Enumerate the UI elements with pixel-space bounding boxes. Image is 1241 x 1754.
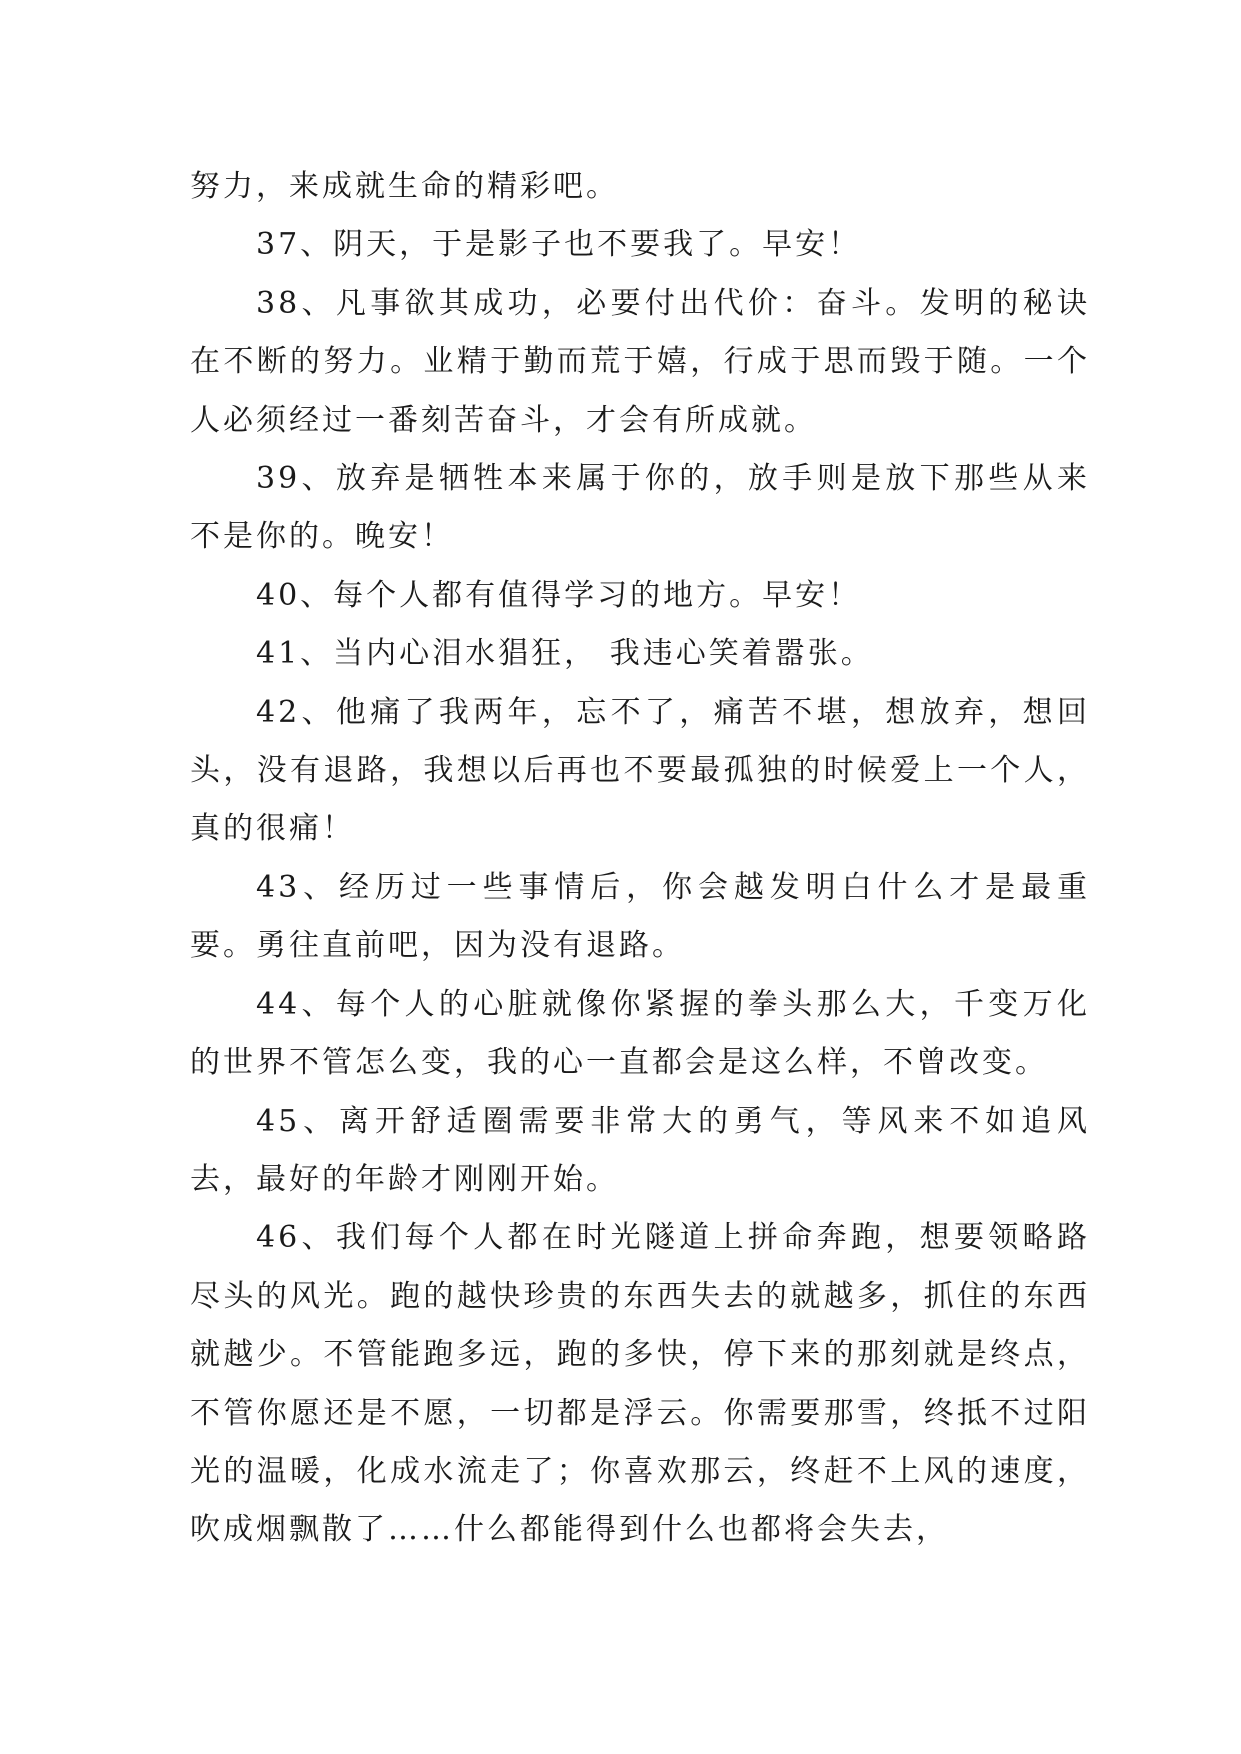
paragraph-43: 43、经历过一些事情后，你会越发明白什么才是最重要。勇往直前吧，因为没有退路。 <box>190 869 1090 964</box>
paragraph-45: 45、离开舒适圈需要非常大的勇气，等风来不如追风去，最好的年龄才刚刚开始。 <box>190 1103 1090 1197</box>
paragraph-46: 46、我们每个人都在时光隧道上拼命奔跑，想要领略路尽头的风光。跑的越快珍贵的东西失去的就越多，抓住的东西就越少。不管能跑多远，跑的多快，停下来的那刻就是终点，不管你愿还是不愿，一切都是浮云。你需要那雪，终抵不过阳光的温暖，化成水流走了；你喜欢那云，终赶不上风的速度，吹成烟飘散了……什么都能得到什么也都将会失去， <box>190 1220 1090 1548</box>
paragraph-39: 39、放弃是牺牲本来属于你的，放手则是放下那些从来不是你的。晚安！ <box>190 461 1090 555</box>
document-body <box>190 158 1090 1560</box>
paragraph-37: 37、阴天，于是影子也不要我了。早安！ <box>256 227 862 263</box>
paragraph-44: 44、每个人的心脏就像你紧握的拳头那么大，千变万化的世界不管怎么变，我的心一直都会是这么样，不曾改变。 <box>190 986 1090 1081</box>
paragraph-40: 40、每个人都有值得学习的地方。早安！ <box>256 577 862 613</box>
paragraph-42: 42、他痛了我两年，忘不了，痛苦不堪，想放弃，想回头，没有退路，我想以后再也不要最孤独的时候爱上一个人，真的很痛！ <box>190 694 1090 847</box>
paragraph-41: 41、当内心泪水猖狂， 我违心笑着嚣张。 <box>256 636 874 672</box>
paragraph-continuation: 努力，来成就生命的精彩吧。 <box>190 169 619 204</box>
paragraph-38: 38、凡事欲其成功，必要付出代价：奋斗。发明的秘诀在不断的努力。业精于勤而荒于嬉，行成于思而毁于随。一个人必须经过一番刻苦奋斗，才会有所成就。 <box>190 285 1090 438</box>
